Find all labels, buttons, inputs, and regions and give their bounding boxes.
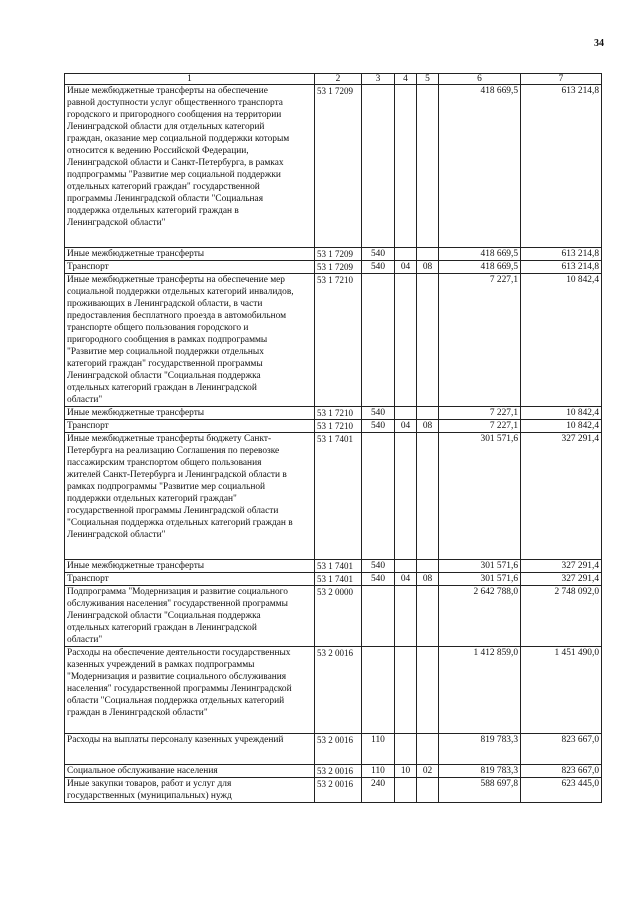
section-text: 04 (400, 421, 411, 431)
target-code-cell (315, 647, 362, 734)
target-code-text: 53 2 0016 (317, 648, 353, 658)
table-row (65, 586, 602, 647)
item-name-cell (65, 647, 315, 734)
expense-type-text: 540 (370, 561, 386, 571)
target-code-text: 53 1 7210 (317, 275, 353, 285)
amount-year2-text: 10 842,4 (566, 408, 599, 418)
item-name-cell (65, 765, 315, 778)
target-code-text: 53 1 7210 (317, 408, 353, 418)
subsection-text: 08 (422, 574, 433, 584)
amount-year2-cell (521, 586, 602, 647)
target-code-text: 53 1 7209 (317, 262, 353, 272)
subsection-cell (417, 85, 439, 248)
amount-year1-cell (439, 420, 521, 433)
item-name-text: Иные закупки товаров, работ и услуг для государственных (муниципальных) нужд (67, 779, 232, 801)
item-name-cell (65, 586, 315, 647)
subsection-text: 08 (422, 421, 433, 431)
target-code-text: 53 2 0000 (317, 587, 353, 597)
expense-type-cell (362, 420, 395, 433)
row-spacer (67, 719, 312, 733)
section-text: 10 (400, 766, 411, 776)
subsection-cell (417, 765, 439, 778)
header-row (65, 74, 602, 85)
amount-year2-cell (521, 765, 602, 778)
target-code-cell (315, 560, 362, 573)
amount-year1-cell (439, 248, 521, 261)
amount-year1-text: 7 227,1 (489, 408, 518, 418)
amount-year2-text: 613 214,8 (561, 262, 599, 272)
expense-type-text: 110 (371, 735, 385, 745)
header-cell: 2 (315, 74, 362, 85)
item-name-cell (65, 248, 315, 261)
section-cell (395, 420, 417, 433)
target-code-cell (315, 420, 362, 433)
item-name-cell (65, 85, 315, 248)
item-name-cell (65, 407, 315, 420)
amount-year1-text: 418 669,5 (480, 262, 518, 272)
expense-type-cell (362, 407, 395, 420)
amount-year1-text: 819 783,3 (480, 766, 518, 776)
item-name-cell (65, 573, 315, 586)
amount-year1-cell (439, 274, 521, 407)
section-cell (395, 407, 417, 420)
amount-year2-text: 1 451 490,0 (554, 648, 599, 658)
amount-year2-cell (521, 407, 602, 420)
table-row (65, 85, 602, 248)
target-code-cell (315, 433, 362, 560)
target-code-text: 53 2 0016 (317, 766, 353, 776)
subsection-text: 02 (422, 766, 433, 776)
subsection-cell (417, 734, 439, 765)
row-spacer (67, 746, 312, 764)
amount-year1-cell (439, 586, 521, 647)
section-cell (395, 647, 417, 734)
target-code-cell (315, 85, 362, 248)
amount-year1-cell (439, 85, 521, 248)
expense-type-cell (362, 560, 395, 573)
amount-year1-cell (439, 734, 521, 765)
header-cell: 7 (521, 74, 602, 85)
amount-year2-cell (521, 647, 602, 734)
amount-year1-cell (439, 778, 521, 803)
item-name-cell (65, 420, 315, 433)
expense-type-cell (362, 274, 395, 407)
amount-year2-text: 823 667,0 (561, 766, 599, 776)
item-name-text: Транспорт (67, 262, 109, 272)
amount-year2-cell (521, 560, 602, 573)
target-code-text: 53 1 7209 (317, 86, 353, 96)
section-cell (395, 765, 417, 778)
item-name-text: Иные межбюджетные трансферты (67, 408, 205, 418)
section-text: 04 (400, 574, 411, 584)
item-name-text: Иные межбюджетные трансферты (67, 561, 205, 571)
amount-year2-cell (521, 433, 602, 560)
target-code-text: 53 1 7401 (317, 561, 353, 571)
amount-year1-text: 2 642 788,0 (473, 587, 518, 597)
section-cell (395, 586, 417, 647)
amount-year2-text: 613 214,8 (561, 249, 599, 259)
expense-type-cell (362, 734, 395, 765)
amount-year1-text: 418 669,5 (480, 86, 518, 96)
subsection-cell (417, 778, 439, 803)
amount-year2-text: 327 291,4 (561, 561, 599, 571)
expense-type-cell (362, 433, 395, 560)
table-row (65, 560, 602, 573)
item-name-text: Иные межбюджетные трансферты на обеспечение равной доступности услуг общественного транспорта городского и пригородного сообщения на территории Ленинградской области для отдельных категорий граждан, оказание мер социальной поддержки которым относится к ведению Российской Федерации, Ленинградской области и Санкт-Петербурга, в рамках подпрограммы "Развитие мер социальной поддержки отдельных категорий граждан" государственной программы Ленинградской области "Социальная поддержка отдельных категорий граждан в Ленинградской области" (67, 86, 290, 228)
target-code-cell (315, 274, 362, 407)
row-spacer (67, 229, 312, 247)
amount-year1-text: 301 571,6 (480, 561, 518, 571)
expense-type-text: 540 (370, 421, 386, 431)
amount-year1-text: 819 783,3 (480, 735, 518, 745)
amount-year2-text: 327 291,4 (561, 434, 599, 444)
item-name-text: Социальное обслуживание населения (67, 766, 218, 776)
page-number: 34 (594, 38, 604, 49)
target-code-text: 53 1 7401 (317, 574, 353, 584)
expense-type-text: 540 (370, 249, 386, 259)
section-cell (395, 734, 417, 765)
target-code-cell (315, 734, 362, 765)
item-name-text: Транспорт (67, 421, 109, 431)
item-name-text: Расходы на обеспечение деятельности государственных казенных учреждений в рамках подпрограммы "Модернизация и развитие социального обслуживания населения" государственной программы Ленинградской области "Социальная поддержка отдельных категорий граждан в Ленинградской области" (67, 648, 292, 718)
section-cell (395, 261, 417, 274)
amount-year1-cell (439, 261, 521, 274)
subsection-cell (417, 407, 439, 420)
expense-type-cell (362, 586, 395, 647)
section-text: 04 (400, 262, 411, 272)
target-code-cell (315, 248, 362, 261)
amount-year1-cell (439, 560, 521, 573)
amount-year1-cell (439, 407, 521, 420)
expense-type-cell (362, 765, 395, 778)
expense-type-text: 540 (370, 262, 386, 272)
amount-year1-cell (439, 647, 521, 734)
section-cell (395, 433, 417, 560)
amount-year2-text: 823 667,0 (561, 735, 599, 745)
amount-year2-cell (521, 261, 602, 274)
subsection-cell (417, 586, 439, 647)
amount-year2-cell (521, 248, 602, 261)
amount-year2-cell (521, 420, 602, 433)
target-code-cell (315, 573, 362, 586)
item-name-cell (65, 734, 315, 765)
item-name-text: Иные межбюджетные трансферты на обеспечение мер социальной поддержки отдельных категорий инвалидов, проживающих в Ленинградской области, в части предоставления бесплатного проезда в автомобильном транспорте общего пользования городского и пригородного сообщения в рамках подпрограммы "Развитие мер социальной поддержки отдельных категорий граждан" государственной программы Ленинградской области "Социальная поддержка отдельных категорий граждан в Ленинградской области" (67, 275, 294, 405)
item-name-text: Подпрограмма "Модернизация и развитие социального обслуживания населения" государственной программы Ленинградской области "Социальная поддержка отдельных категорий граждан в Ленинградской области" (67, 587, 288, 645)
amount-year1-text: 7 227,1 (489, 275, 518, 285)
subsection-cell (417, 420, 439, 433)
expense-type-text: 540 (370, 574, 386, 584)
amount-year2-text: 10 842,4 (566, 275, 599, 285)
amount-year2-cell (521, 573, 602, 586)
header-cell: 5 (417, 74, 439, 85)
amount-year1-text: 1 412 859,0 (473, 648, 518, 658)
amount-year2-text: 327 291,4 (561, 574, 599, 584)
section-cell (395, 778, 417, 803)
table-row (65, 573, 602, 586)
expense-type-text: 110 (371, 766, 385, 776)
amount-year1-text: 7 227,1 (489, 421, 518, 431)
subsection-cell (417, 261, 439, 274)
target-code-text: 53 1 7210 (317, 421, 353, 431)
amount-year2-text: 623 445,0 (561, 779, 599, 789)
expense-type-cell (362, 85, 395, 248)
amount-year1-cell (439, 433, 521, 560)
expense-type-text: 540 (370, 408, 386, 418)
section-cell (395, 248, 417, 261)
table-row (65, 647, 602, 734)
target-code-cell (315, 261, 362, 274)
table-row (65, 734, 602, 765)
subsection-text: 08 (422, 262, 433, 272)
target-code-cell (315, 778, 362, 803)
amount-year1-text: 418 669,5 (480, 249, 518, 259)
expense-type-text: 240 (370, 779, 386, 789)
item-name-cell (65, 261, 315, 274)
amount-year2-cell (521, 85, 602, 248)
section-cell (395, 560, 417, 573)
table-row (65, 274, 602, 407)
amount-year2-cell (521, 274, 602, 407)
table-row (65, 420, 602, 433)
target-code-cell (315, 586, 362, 647)
header-cell: 6 (439, 74, 521, 85)
item-name-text: Иные межбюджетные трансферты (67, 249, 205, 259)
item-name-cell (65, 433, 315, 560)
amount-year1-cell (439, 573, 521, 586)
subsection-cell (417, 248, 439, 261)
item-name-cell (65, 778, 315, 803)
amount-year1-text: 301 571,6 (480, 574, 518, 584)
subsection-cell (417, 573, 439, 586)
target-code-text: 53 1 7401 (317, 434, 353, 444)
amount-year2-cell (521, 734, 602, 765)
subsection-cell (417, 560, 439, 573)
item-name-cell (65, 274, 315, 407)
table-row (65, 248, 602, 261)
header-cell: 4 (395, 74, 417, 85)
item-name-cell (65, 560, 315, 573)
table-row (65, 407, 602, 420)
budget-table (64, 73, 602, 803)
target-code-cell (315, 765, 362, 778)
amount-year2-cell (521, 778, 602, 803)
section-cell (395, 85, 417, 248)
target-code-text: 53 1 7209 (317, 249, 353, 259)
amount-year2-text: 10 842,4 (566, 421, 599, 431)
amount-year1-cell (439, 765, 521, 778)
expense-type-cell (362, 573, 395, 586)
item-name-text: Иные межбюджетные трансферты бюджету Санкт- Петербурга на реализацию Соглашения по перевозке пассажирским транспортом общего пользования жителей Санкт-Петербурга и Ленинградской области в рамках подпрограммы "Развитие мер социальной поддержки отдельных категорий граждан" государственной программы Ленинградской области "Социальная поддержка отдельных категорий граждан в Ленинградской области" (67, 434, 293, 540)
subsection-cell (417, 433, 439, 560)
amount-year2-text: 613 214,8 (561, 86, 599, 96)
expense-type-cell (362, 261, 395, 274)
table-row (65, 778, 602, 803)
amount-year1-text: 301 571,6 (480, 434, 518, 444)
amount-year1-text: 588 697,8 (480, 779, 518, 789)
target-code-text: 53 2 0016 (317, 779, 353, 789)
row-spacer (67, 541, 312, 559)
header-cell: 1 (65, 74, 315, 85)
table-row (65, 261, 602, 274)
target-code-text: 53 2 0016 (317, 735, 353, 745)
expense-type-cell (362, 778, 395, 803)
table-row (65, 433, 602, 560)
section-cell (395, 573, 417, 586)
expense-type-cell (362, 647, 395, 734)
amount-year2-text: 2 748 092,0 (554, 587, 599, 597)
expense-type-cell (362, 248, 395, 261)
item-name-text: Транспорт (67, 574, 109, 584)
header-cell: 3 (362, 74, 395, 85)
item-name-text: Расходы на выплаты персоналу казенных учреждений (67, 735, 284, 745)
subsection-cell (417, 647, 439, 734)
subsection-cell (417, 274, 439, 407)
table-row (65, 765, 602, 778)
target-code-cell (315, 407, 362, 420)
section-cell (395, 274, 417, 407)
